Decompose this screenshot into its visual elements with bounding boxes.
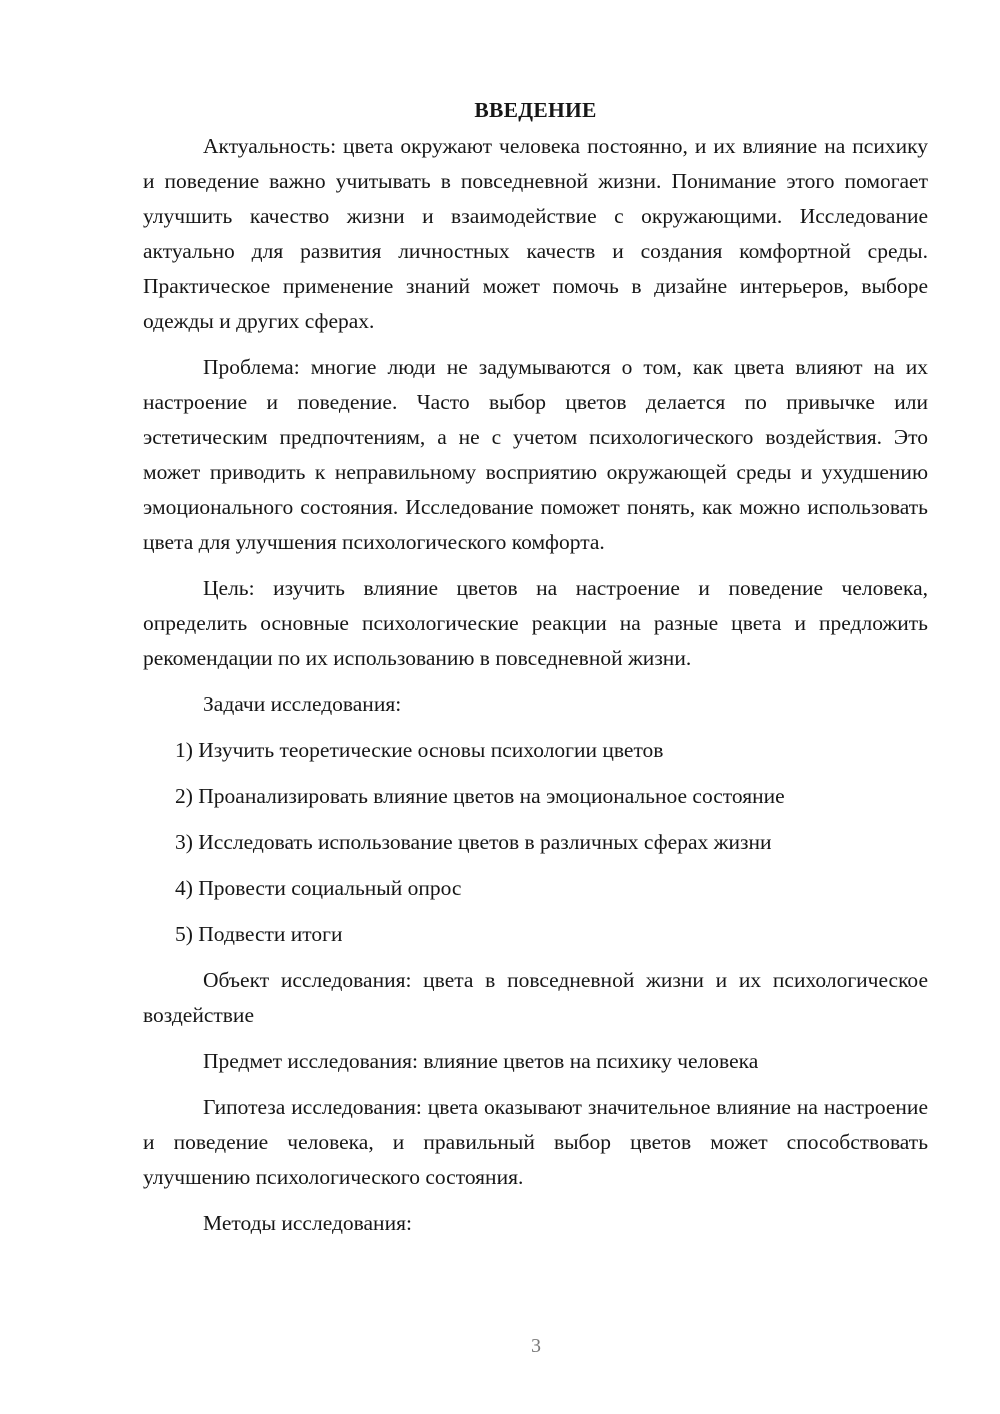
task-item: 4) Провести социальный опрос — [175, 876, 462, 900]
page-title: ВВЕДЕНИЕ — [474, 98, 597, 122]
paragraph-problem: Проблема: многие люди не задумываются о том, как цвета влияют на их настроение и поведение. Часто выбор цветов делается по привычке или эстетическим предпочтениям, а не с учетом психологического воздействия. Это может приводить к неправильному восприятию окружающей среды и ухудшению эмоционального состояния. Исследование поможет понять, как можно использовать цвета для улучшения психологического комфорта. — [143, 355, 928, 554]
task-item: 2) Проанализировать влияние цветов на эмоциональное состояние — [175, 784, 785, 808]
document-page — [143, 93, 928, 1252]
task-item: 5) Подвести итоги — [175, 922, 343, 946]
tasks-heading: Задачи исследования: — [203, 692, 402, 716]
paragraph-subject: Предмет исследования: влияние цветов на психику человека — [203, 1049, 759, 1073]
task-item: 1) Изучить теоретические основы психологии цветов — [175, 738, 664, 762]
paragraph-relevance: Актуальность: цвета окружают человека постоянно, и их влияние на психику и поведение важно учитывать в повседневной жизни. Понимание этого помогает улучшить качество жизни и взаимодействие с окружающими. Исследование актуально для развития личностных качеств и создания комфортной среды. Практическое применение знаний может помочь в дизайне интерьеров, выборе одежды и других сферах. — [143, 134, 928, 333]
paragraph-hypothesis: Гипотеза исследования: цвета оказывают значительное влияние на настроение и поведение человека, и правильный выбор цветов может способствовать улучшению психологического состояния. — [143, 1095, 928, 1189]
methods-heading: Методы исследования: — [203, 1211, 412, 1235]
task-item: 3) Исследовать использование цветов в различных сферах жизни — [175, 830, 772, 854]
page-number: 3 — [531, 1335, 541, 1357]
paragraph-goal: Цель: изучить влияние цветов на настроение и поведение человека, определить основные психологические реакции на разные цвета и предложить рекомендации по их использованию в повседневной жизни. — [143, 576, 928, 670]
tasks-list — [143, 733, 928, 952]
paragraph-object: Объект исследования: цвета в повседневной жизни и их психологическое воздействие — [143, 968, 928, 1027]
